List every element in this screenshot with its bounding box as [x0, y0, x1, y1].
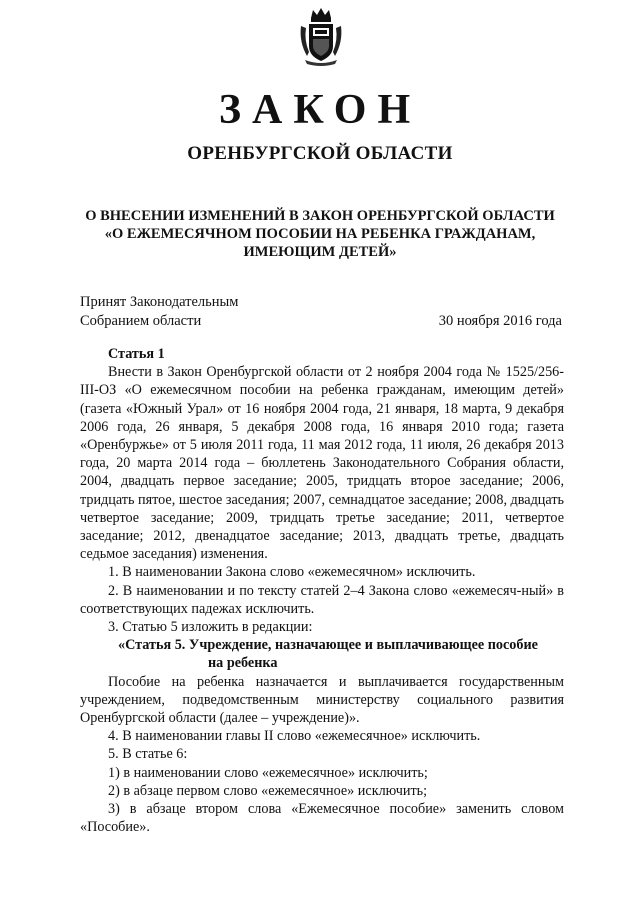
article-1-intro: Внести в Закон Оренбургской области от 2 ноября 2004 года № 1525/256-III-ОЗ «О ежемесячном пособии на ребенка гражданам, имеющим детей» (газета «Южный Урал» от 16 ноября 2004 года, 21 января, 18 марта, 9 декабря 2006 года, 26 января, 5 декабря 2008 года, 16 января 2010 года; газета «Оренбуржье» от 5 июля 2011 года, 11 мая 2012 года, 11 июля, 26 декабря 2013 года, 20 марта 2014 года – бюллетень Законодательного Собрания области, 2004, двадцать первое заседание; 2005, тридцать второе заседание; 2006, тридцать пятое, шестое заседания; 2007, семнадцатое заседание; 2008, двадцать четвертое заседание; 2009, тридцать третье заседание; 2011, четвертое заседание; 2012, двенадцатое заседание; 2013, двадцать третье, двадцать седьмое заседания) изменения. [80, 364, 564, 563]
article-5-heading-a: «Статья 5. Учреждение, назначающее и выплачивающее пособие [118, 637, 538, 654]
adoption-date: 30 ноября 2016 года [438, 313, 562, 329]
item-3: 3. Статью 5 изложить в редакции: [108, 619, 313, 636]
sub-item-1: 1) в наименовании слово «ежемесячное» исключить; [108, 764, 428, 781]
article-5-text: Пособие на ребенка назначается и выплачивается государственным учреждением, подведомственным министерству социального развития Оренбургской области (далее – учреждение)». [80, 673, 564, 727]
article-body [80, 345, 564, 836]
item-4: 4. В наименовании главы II слово «ежемесячное» исключить. [108, 728, 481, 745]
region-title: ОРЕНБУРГСКОЙ ОБЛАСТИ [187, 143, 453, 164]
heading-line-1: О ВНЕСЕНИИ ИЗМЕНЕНИЙ В ЗАКОН ОРЕНБУРГСКОЙ ОБЛАСТИ [85, 208, 555, 224]
adoption-line-1: Принят Законодательным [80, 294, 239, 310]
heading-line-2: «О ЕЖЕМЕСЯЧНОМ ПОСОБИИ НА РЕБЕНКА ГРАЖДАНАМ, [104, 226, 536, 242]
article-5-heading-b: на ребенка [208, 655, 278, 672]
item-1: 1. В наименовании Закона слово «ежемесячном» исключить. [108, 564, 476, 581]
sub-item-3: 3) в абзаце втором слова «Ежемесячное пособие» заменить словом «Пособие». [80, 801, 564, 836]
heading-line-3: ИМЕЮЩИМ ДЕТЕЙ» [243, 244, 397, 260]
sub-item-2: 2) в абзаце первом слово «ежемесячное» исключить; [108, 782, 428, 799]
coat-of-arms-icon [297, 6, 345, 66]
item-5: 5. В статье 6: [108, 746, 188, 763]
law-title: ЗАКОН [218, 87, 422, 133]
item-2: 2. В наименовании и по тексту статей 2–4 Закона слово «ежемесяч-ный» в соответствующих падежах исключить. [80, 582, 564, 617]
adoption-line-2: Собранием области [80, 313, 202, 329]
law-heading [0, 207, 640, 261]
article-1-heading: Статья 1 [108, 346, 165, 362]
